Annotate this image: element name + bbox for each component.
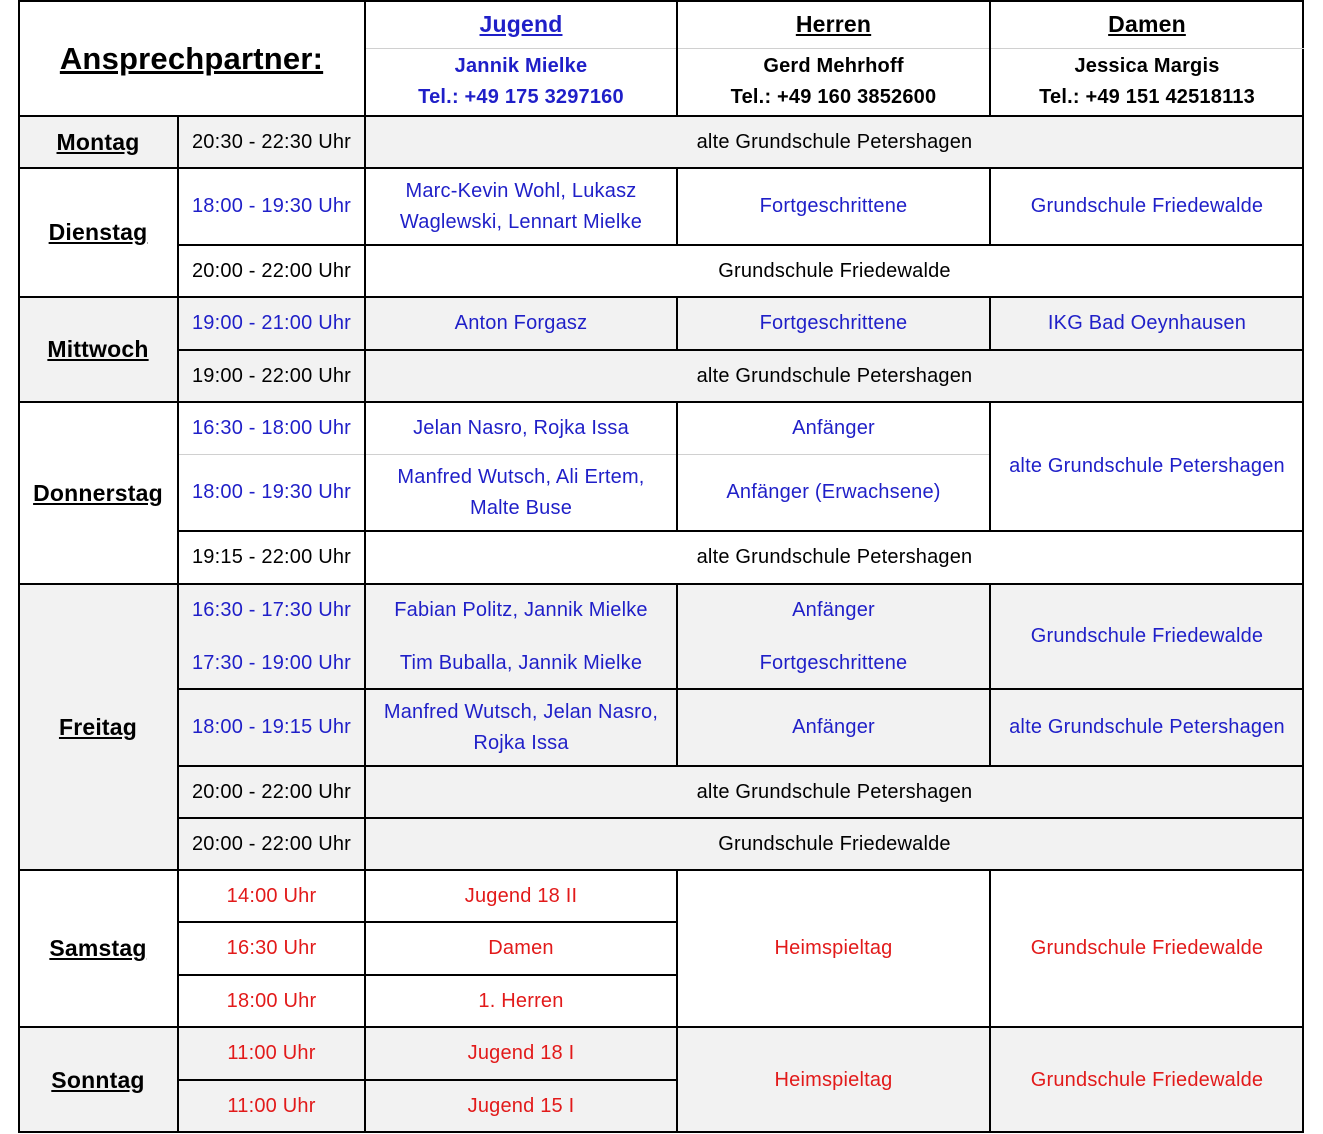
- home-game-day-label: Heimspieltag: [774, 937, 893, 959]
- column-divider: [989, 870, 991, 1133]
- home-game-day-label: Heimspieltag: [677, 1027, 990, 1133]
- day-separator: [18, 401, 1304, 403]
- herren-group-cell: Anfänger: [677, 584, 990, 637]
- row-separator: [178, 530, 1304, 532]
- herren-contact-name: Gerd Mehrhoff: [763, 55, 904, 77]
- column-divider: [364, 0, 366, 116]
- damen-contact-name: Jessica Margis: [1074, 55, 1220, 77]
- venue-all-teams: Grundschule Friedewalde: [718, 259, 951, 282]
- herren-group-cell: Fortgeschrittene: [677, 637, 990, 689]
- column-divider: [676, 168, 678, 245]
- jugend-trainer-cell: Tim Buballa, Jannik Mielke: [365, 637, 677, 689]
- day-separator: [18, 296, 1304, 298]
- column-divider: [676, 870, 678, 1133]
- column-divider: [177, 116, 179, 1133]
- header-jugend-name-cell: [365, 0, 677, 48]
- column-divider: [676, 584, 678, 766]
- day-separator: [18, 1026, 1304, 1028]
- trainer-names-line: Waglewski, Lennart Mielke: [399, 210, 643, 233]
- day-label-freitag: Freitag: [18, 584, 178, 870]
- row-separator: [178, 817, 1304, 819]
- venue-all-teams: alte Grundschule Petershagen: [365, 766, 1304, 818]
- herren-column-heading: Herren: [795, 10, 872, 37]
- jugend-contact-phone: Tel.: +49 175 3297160: [418, 86, 624, 108]
- table-border: [18, 1131, 1304, 1133]
- trainer-names-line: Marc-Kevin Wohl, Lukasz: [405, 179, 637, 202]
- time-slot: 17:30 - 19:00 Uhr: [178, 637, 365, 689]
- row-separator: [178, 244, 1304, 246]
- time-slot: 18:00 Uhr: [226, 989, 317, 1012]
- time-slot: 18:00 - 19:30 Uhr: [191, 195, 352, 217]
- jugend-column-link[interactable]: Jugend: [479, 10, 563, 37]
- page-title: Ansprechpartner:: [59, 40, 324, 76]
- home-game-team: 1. Herren: [478, 989, 564, 1012]
- herren-contact-phone: Tel.: +49 160 3852600: [730, 86, 937, 108]
- column-divider: [676, 297, 678, 350]
- column-divider: [676, 0, 678, 116]
- damen-venue-cell: alte Grundschule Petershagen: [990, 689, 1304, 766]
- header-damen-name-cell: [990, 0, 1304, 48]
- column-divider: [989, 0, 991, 116]
- time-slot: 19:00 - 22:00 Uhr: [178, 350, 365, 402]
- home-game-team: Jugend 18 I: [365, 1027, 677, 1080]
- jugend-trainer-cell: [365, 168, 677, 245]
- day-separator: [18, 583, 1304, 585]
- day-separator: [18, 869, 1304, 871]
- header-herren-contact-cell: [677, 48, 990, 116]
- herren-group-cell: Fortgeschrittene: [677, 297, 990, 350]
- time-slot: 16:30 Uhr: [226, 937, 317, 959]
- header-jugend-contact-cell: [365, 48, 677, 116]
- day-label-sonntag: Sonntag: [18, 1027, 178, 1133]
- venue-all-teams: alte Grundschule Petershagen: [365, 116, 1304, 168]
- herren-group-cell: Fortgeschrittene: [759, 195, 908, 217]
- row-separator: [178, 1079, 677, 1081]
- time-slot: 20:30 - 22:30 Uhr: [178, 116, 365, 168]
- header-herren-name-cell: [677, 0, 990, 48]
- header-divider: [365, 48, 1304, 49]
- column-divider: [989, 297, 991, 350]
- jugend-trainer-cell: Anton Forgasz: [365, 297, 677, 350]
- row-separator: [178, 974, 677, 976]
- time-slot: 20:00 - 22:00 Uhr: [178, 818, 365, 870]
- time-slot: 11:00 Uhr: [178, 1027, 365, 1080]
- damen-column-heading: Damen: [1108, 10, 1186, 37]
- damen-venue-cell: Grundschule Friedewalde: [990, 584, 1304, 689]
- herren-group-cell: Anfänger: [792, 416, 875, 439]
- column-divider: [989, 584, 991, 766]
- trainer-names-line: Manfred Wutsch, Ali Ertem,: [397, 465, 645, 488]
- venue-all-teams: alte Grundschule Petershagen: [365, 350, 1304, 402]
- time-slot: 11:00 Uhr: [178, 1080, 365, 1133]
- jugend-trainer-cell: Jelan Nasro, Rojka Issa: [413, 416, 629, 439]
- jugend-trainer-cell: [365, 689, 677, 766]
- training-schedule-table: [18, 0, 1304, 1133]
- home-game-team: Jugend 18 II: [464, 884, 578, 907]
- trainer-names-line: Malte Buse: [469, 496, 573, 519]
- time-slot: 16:30 - 18:00 Uhr: [191, 416, 352, 439]
- day-separator: [18, 115, 1304, 117]
- damen-contact-phone: Tel.: +49 151 42518113: [1039, 86, 1255, 108]
- row-separator: [178, 688, 1304, 690]
- venue-all-teams: Grundschule Friedewalde: [365, 818, 1304, 870]
- day-label-mittwoch: Mittwoch: [18, 297, 178, 402]
- header-title-cell: [18, 0, 365, 116]
- home-game-venue: Grundschule Friedewalde: [1030, 937, 1264, 959]
- herren-group-cell: Anfänger: [677, 689, 990, 766]
- home-game-team: Damen: [488, 937, 554, 959]
- day-label-samstag: Samstag: [49, 935, 147, 961]
- time-slot: 19:00 - 21:00 Uhr: [178, 297, 365, 350]
- damen-venue-cell: Grundschule Friedewalde: [1030, 195, 1264, 217]
- column-divider: [989, 402, 991, 531]
- column-divider: [989, 168, 991, 245]
- time-slot: 20:00 - 22:00 Uhr: [191, 259, 352, 282]
- day-label-donnerstag: Donnerstag: [33, 479, 163, 506]
- row-separator: [178, 765, 1304, 767]
- header-damen-contact-cell: [990, 48, 1304, 116]
- trainer-names-line: Manfred Wutsch, Jelan Nasro,: [383, 700, 659, 723]
- damen-venue-cell: alte Grundschule Petershagen: [1009, 455, 1285, 477]
- row-separator: [178, 921, 677, 923]
- table-border: [18, 0, 20, 1133]
- trainer-names-line: Rojka Issa: [473, 731, 569, 754]
- day-label-montag: Montag: [18, 116, 178, 168]
- damen-venue-cell: IKG Bad Oeynhausen: [990, 297, 1304, 350]
- herren-group-cell: Anfänger (Erwachsene): [726, 481, 941, 503]
- table-border: [18, 0, 1304, 2]
- time-slot: 18:00 - 19:15 Uhr: [178, 689, 365, 766]
- jugend-trainer-cell: [365, 454, 677, 531]
- column-divider: [364, 116, 366, 1133]
- jugend-trainer-cell: Fabian Politz, Jannik Mielke: [365, 584, 677, 637]
- time-slot: 19:15 - 22:00 Uhr: [191, 546, 352, 568]
- jugend-contact-name: Jannik Mielke: [454, 55, 588, 77]
- home-game-team: Jugend 15 I: [365, 1080, 677, 1133]
- day-label-dienstag: Dienstag: [48, 219, 148, 245]
- time-slot: 20:00 - 22:00 Uhr: [178, 766, 365, 818]
- time-slot: 16:30 - 17:30 Uhr: [178, 584, 365, 637]
- venue-all-teams: alte Grundschule Petershagen: [696, 546, 973, 568]
- time-slot: 14:00 Uhr: [226, 884, 317, 907]
- day-separator: [18, 167, 1304, 169]
- home-game-venue: Grundschule Friedewalde: [990, 1027, 1304, 1133]
- row-separator: [178, 349, 1304, 351]
- table-border: [1302, 0, 1304, 1133]
- time-slot: 18:00 - 19:30 Uhr: [191, 481, 352, 503]
- row-separator: [178, 454, 990, 455]
- column-divider: [676, 402, 678, 531]
